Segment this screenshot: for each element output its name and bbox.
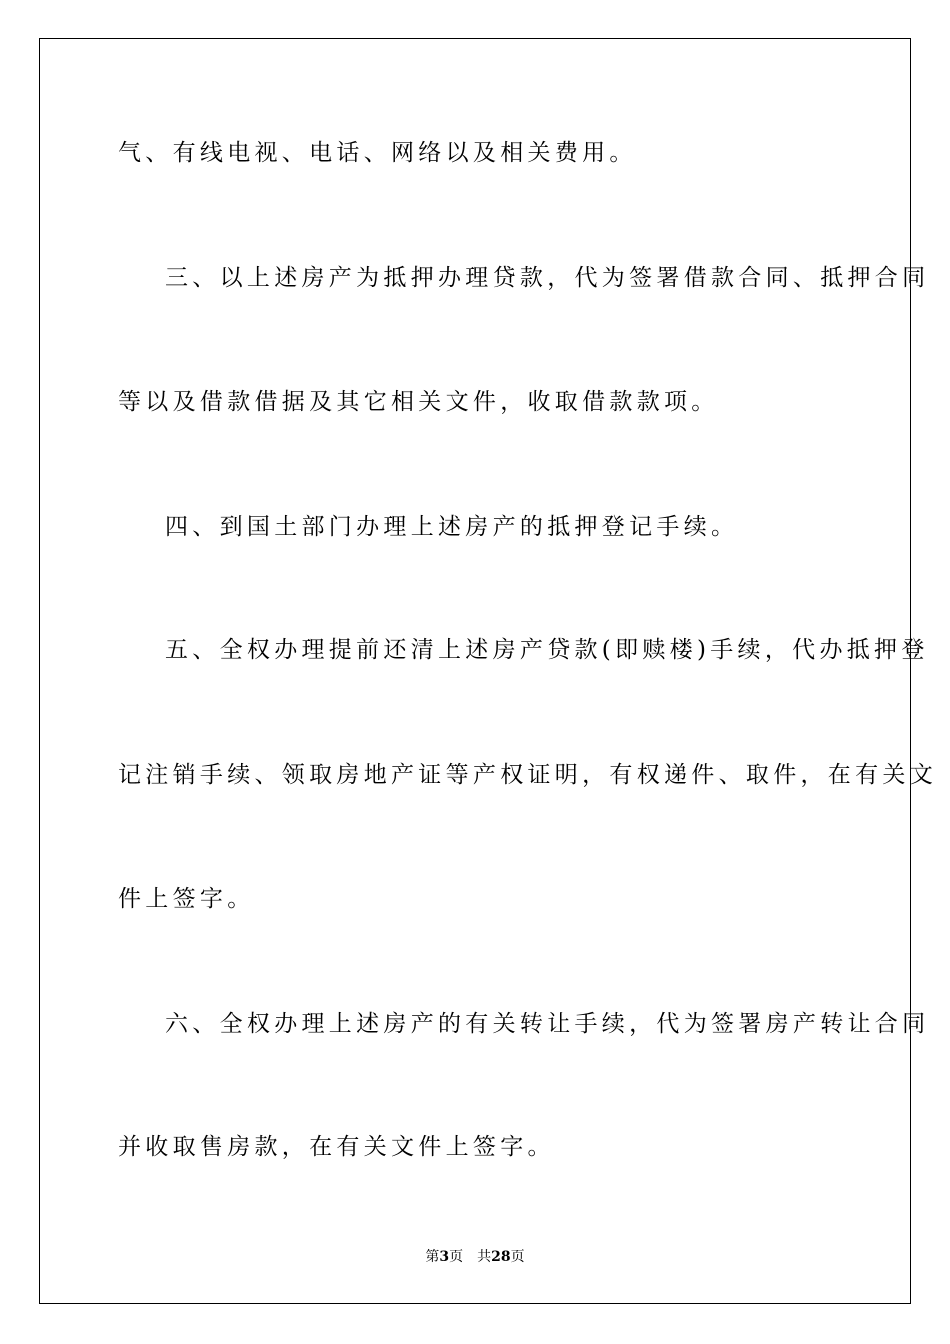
footer-total-pages: 28 [491, 1249, 511, 1265]
text-line-3: 等以及借款借据及其它相关文件，收取借款款项。 [118, 389, 719, 415]
footer-total-prefix: 共 [477, 1249, 492, 1265]
text-line-6: 记注销手续、领取房地产证等产权证明，有权递件、取件，在有关文 [118, 762, 937, 788]
text-line-5: 五、全权办理提前还清上述房产贷款(即赎楼)手续，代办抵押登 [165, 637, 929, 663]
text-line-9: 并收取售房款，在有关文件上签字。 [118, 1134, 555, 1160]
footer-page-prefix: 第 [425, 1249, 440, 1265]
footer-total-suffix: 页 [510, 1249, 525, 1265]
text-line-8: 六、全权办理上述房产的有关转让手续，代为签署房产转让合同 [165, 1011, 930, 1037]
footer-page-number: 3 [439, 1249, 450, 1265]
text-line-7: 件上签字。 [118, 886, 255, 912]
page-footer [0, 1248, 950, 1266]
text-line-2: 三、以上述房产为抵押办理贷款，代为签署借款合同、抵押合同 [165, 265, 930, 291]
text-line-1: 气、有线电视、电话、网络以及相关费用。 [118, 140, 637, 166]
footer-page-suffix: 页 [449, 1249, 464, 1265]
page-frame [39, 38, 937, 1304]
text-line-4: 四、到国土部门办理上述房产的抵押登记手续。 [165, 514, 739, 540]
